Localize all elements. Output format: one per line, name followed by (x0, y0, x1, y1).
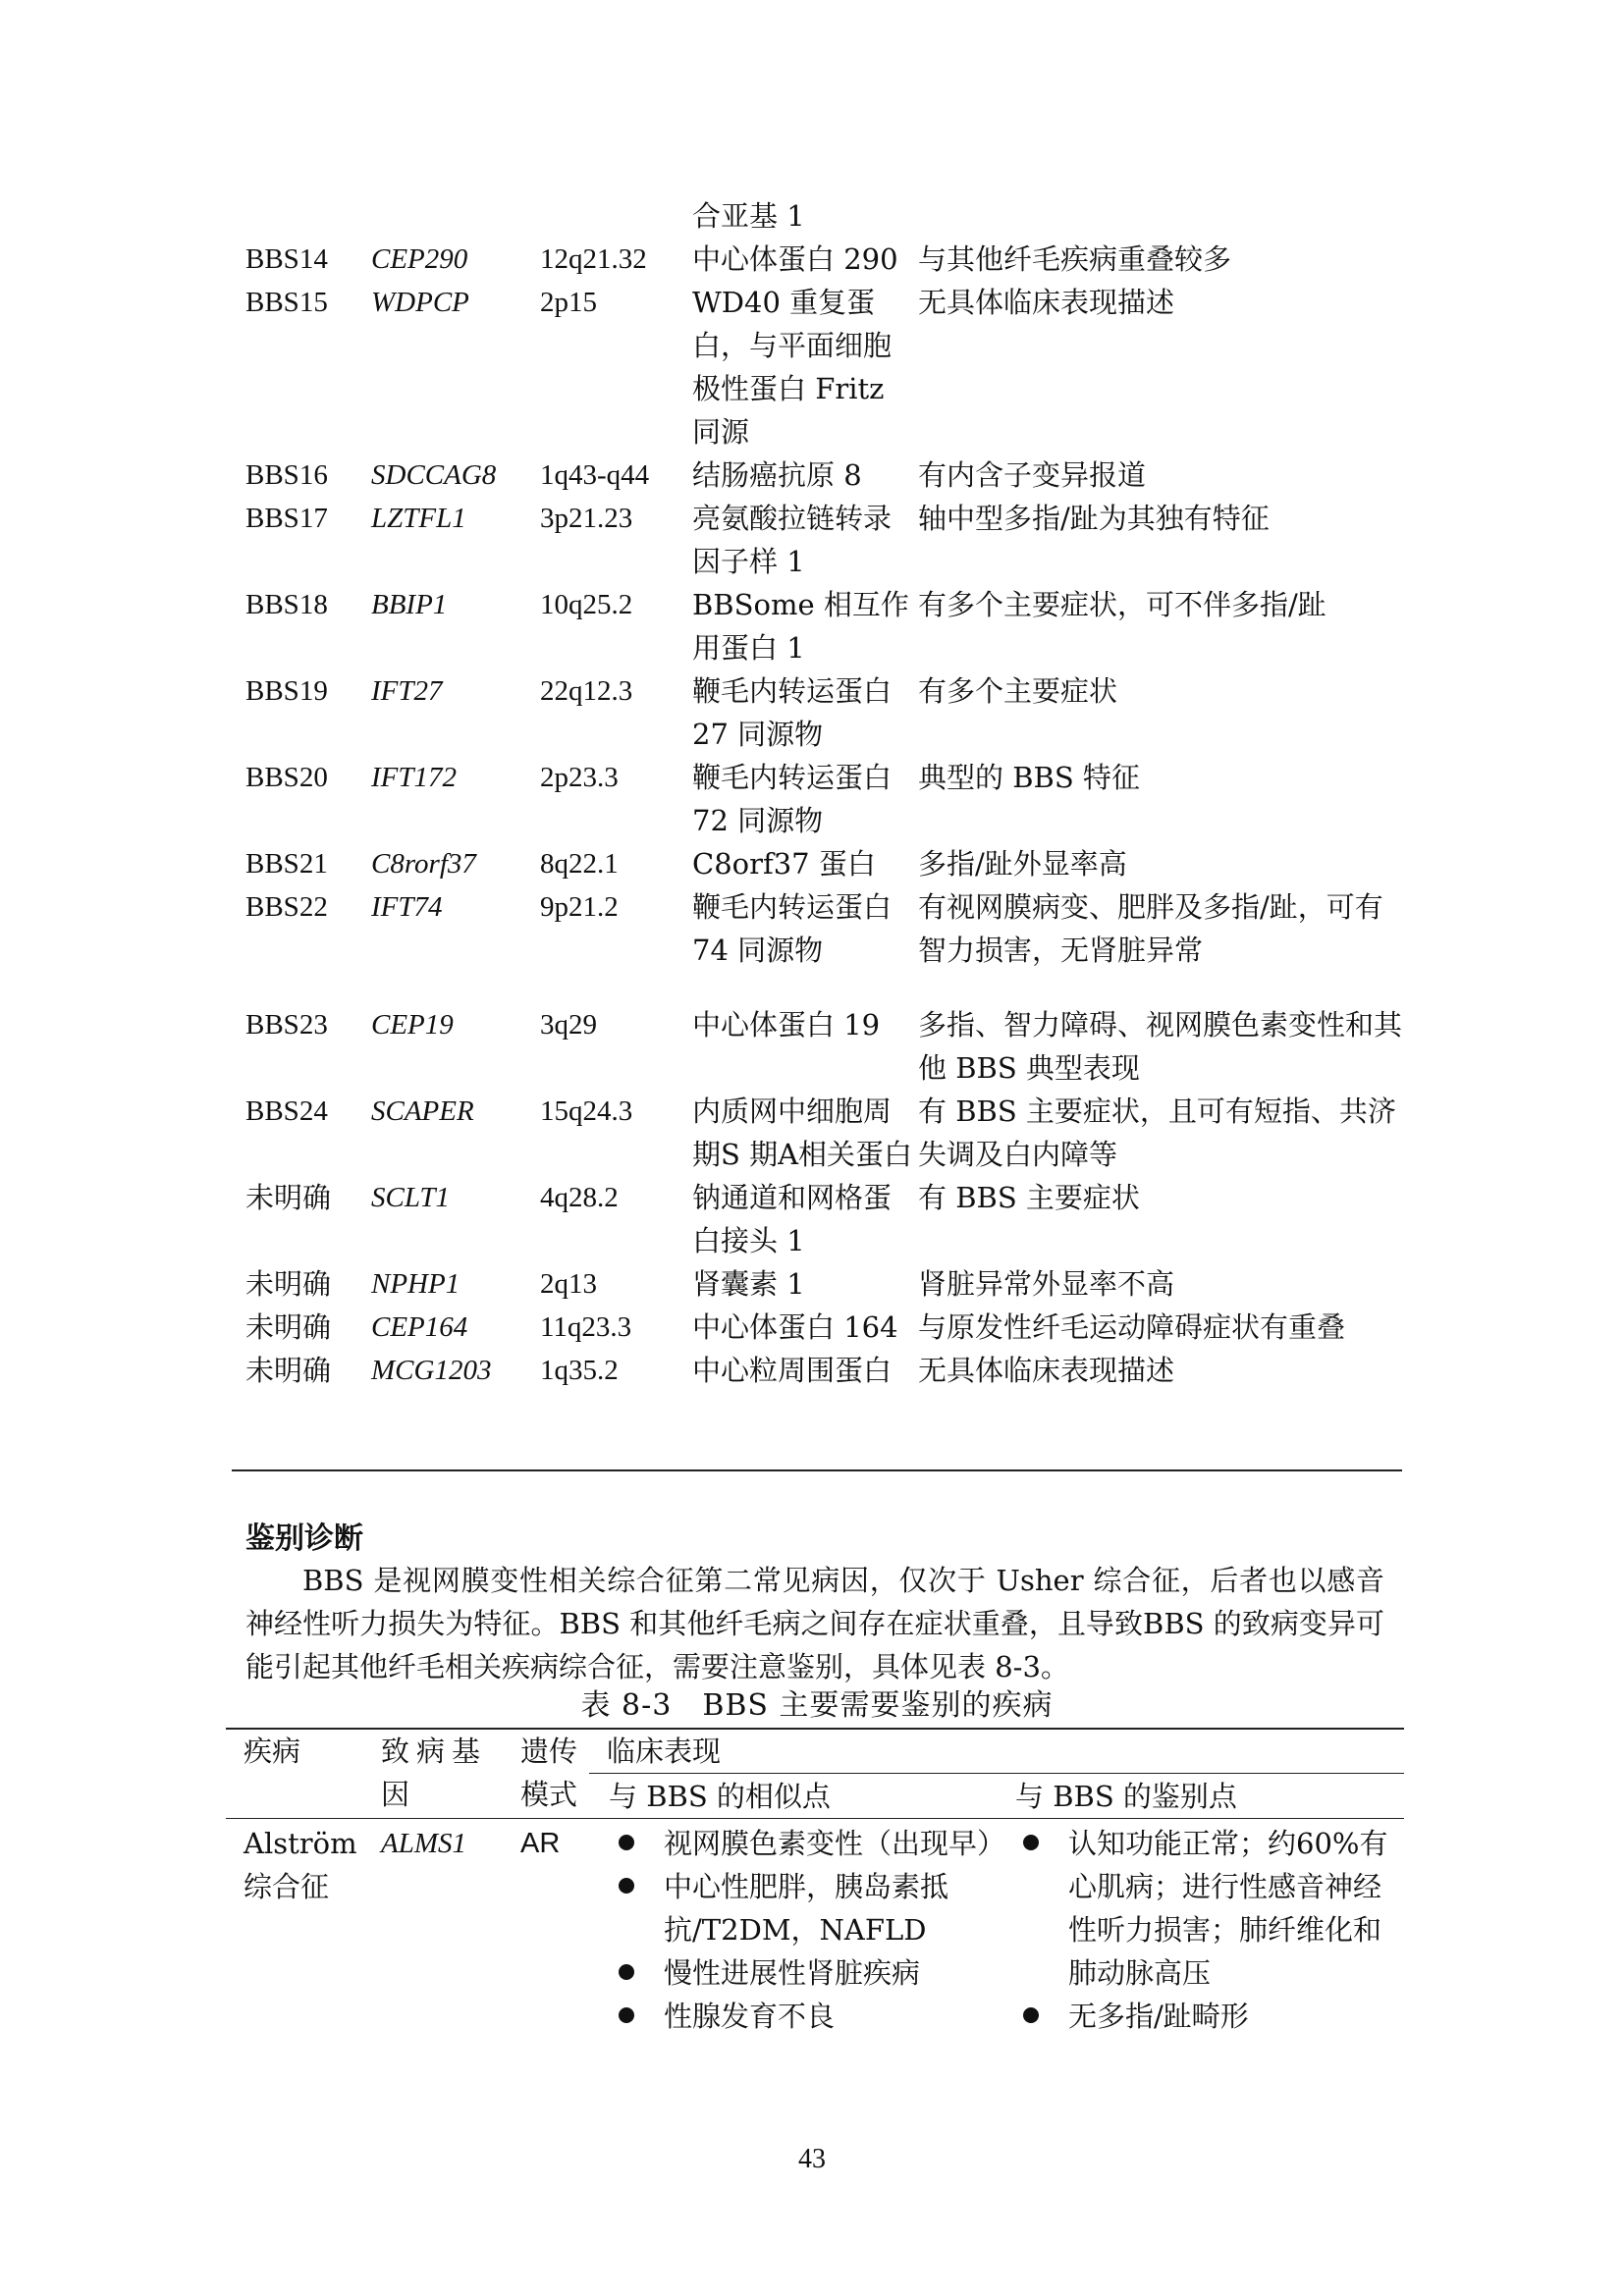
bullet-icon (619, 1835, 634, 1850)
row-features: 有 BBS 主要症状，且可有短指、共济失调及白内障等 (918, 1095, 1396, 1171)
difference-list (1009, 1822, 1402, 2038)
row-gene: ALMS1 (381, 1828, 466, 1859)
row-features: 多指/趾外显率高 (918, 847, 1127, 881)
body-paragraph: BBS 是视网膜变性相关综合征第二常见病因，仅次于 Usher 综合征，后者也以感音神经性听力损失为特征。BBS 和其他纤毛病之间存在症状重叠，且导致BBS 的致病变异可能引起其他纤毛相关疾病综合征，需要注意鉴别，具体见表 8-3。 (245, 1564, 1384, 1683)
header-disease: 疾病 (244, 1735, 301, 1768)
row-gene: IFT74 (371, 891, 443, 923)
bullet-icon (1023, 1835, 1039, 1850)
header-clinical: 临床表现 (607, 1735, 722, 1768)
row-protein: 钠通道和网格蛋白接头 1 (692, 1181, 893, 1257)
row-protein: 中心体蛋白 19 (692, 1008, 881, 1041)
table-row (245, 1349, 1404, 1392)
row-protein: 鞭毛内转运蛋白 74 同源物 (692, 890, 893, 967)
row-gene: CEP290 (371, 243, 468, 275)
table-row (245, 885, 1404, 972)
row-id: BBS22 (245, 891, 328, 923)
row-protein: BBSome 相互作用蛋白 1 (692, 588, 909, 665)
row-locus: 2p23.3 (540, 762, 619, 793)
row-inheritance: AR (520, 1828, 561, 1859)
bullet-icon (619, 1878, 634, 1894)
row-features: 与其他纤毛疾病重叠较多 (918, 242, 1232, 276)
list-item: 性腺发育不良 (605, 1995, 992, 2038)
row-features: 典型的 BBS 特征 (918, 761, 1140, 794)
table-row (245, 238, 1404, 281)
row-gene: SCAPER (371, 1095, 474, 1127)
row-id: 未明确 (245, 1181, 332, 1214)
row-locus: 9p21.2 (540, 891, 619, 923)
row-id: BBS23 (245, 1009, 328, 1041)
table-row (245, 454, 1404, 497)
row-gene (371, 194, 540, 238)
table-row (245, 583, 1404, 669)
table-row (245, 1090, 1404, 1176)
row-id: 未明确 (245, 1310, 332, 1344)
row-features: 与原发性纤毛运动障碍症状有重叠 (918, 1310, 1346, 1344)
row-gene: WDPCP (371, 287, 469, 318)
row-protein: C8orf37 蛋白 (692, 847, 876, 881)
row-features: 轴中型多指/趾为其独有特征 (918, 502, 1270, 535)
section-heading: 鉴别诊断 (245, 1522, 363, 1556)
table-subheader-rule (589, 1773, 1404, 1774)
row-gene: IFT172 (371, 762, 457, 793)
row-id: BBS19 (245, 675, 328, 707)
row-locus: 22q12.3 (540, 675, 633, 707)
row-features: 有多个主要症状 (918, 674, 1118, 708)
row-locus: 3q29 (540, 1009, 597, 1041)
row-id: BBS17 (245, 503, 328, 534)
table-row (245, 1306, 1404, 1349)
row-features: 无具体临床表现描述 (918, 1354, 1175, 1387)
table-row (245, 1262, 1404, 1306)
table-caption: 表 8-3 BBS 主要需要鉴别的疾病 (580, 1688, 1054, 1723)
header-inheritance: 遗传模式 (520, 1735, 578, 1811)
list-item: 无多指/趾畸形 (1009, 1995, 1402, 2038)
row-id: 未明确 (245, 1267, 332, 1301)
row-disease: Alström 综合征 (244, 1827, 357, 1903)
row-features: 无具体临床表现描述 (918, 286, 1175, 319)
row-gene: SDCCAG8 (371, 459, 497, 491)
row-id: BBS16 (245, 459, 328, 491)
row-locus: 3p21.23 (540, 503, 633, 534)
row-locus: 8q22.1 (540, 848, 619, 880)
table-row (245, 194, 1404, 238)
gene-table (245, 194, 1404, 1392)
row-protein: 中心粒周围蛋白 (692, 1354, 893, 1387)
row-gene: CEP19 (371, 1009, 454, 1041)
row-protein: 鞭毛内转运蛋白 72 同源物 (692, 761, 893, 837)
row-id: BBS21 (245, 848, 328, 880)
table-row (245, 669, 1404, 756)
row-protein: 结肠癌抗原 8 (692, 458, 862, 492)
row-protein: 中心体蛋白 164 (692, 1310, 898, 1344)
row-gene: MCG1203 (371, 1355, 492, 1386)
row-features: 多指、智力障碍、视网膜色素变性和其他 BBS 典型表现 (918, 1008, 1403, 1085)
row-locus: 1q43-q44 (540, 459, 650, 491)
row-protein: 合亚基 1 (692, 199, 805, 233)
row-features: 有多个主要症状，可不伴多指/趾 (918, 588, 1326, 621)
row-gene: NPHP1 (371, 1268, 460, 1300)
row-id: BBS14 (245, 243, 328, 275)
table-row (245, 842, 1404, 885)
row-gene: BBIP1 (371, 589, 448, 620)
row-id (245, 194, 371, 238)
row-locus: 2p15 (540, 287, 597, 318)
header-difference: 与 BBS 的鉴别点 (1015, 1780, 1237, 1813)
row-protein: 肾囊素 1 (692, 1267, 805, 1301)
table-bottom-rule (232, 1469, 1402, 1471)
row-locus: 15q24.3 (540, 1095, 633, 1127)
row-locus: 1q35.2 (540, 1355, 619, 1386)
row-id: BBS20 (245, 762, 328, 793)
row-locus: 12q21.32 (540, 243, 647, 275)
row-id: 未明确 (245, 1354, 332, 1387)
row-gene: LZTFL1 (371, 503, 466, 534)
bullet-icon (1023, 2007, 1039, 2023)
list-item: 认知功能正常；约60%有心肌病；进行性感音神经性听力损害；肺纤维化和肺动脉高压 (1009, 1822, 1402, 1995)
row-features: 肾脏异常外显率不高 (918, 1267, 1175, 1301)
bullet-icon (619, 1964, 634, 1980)
table-row (245, 281, 1404, 454)
row-locus: 10q25.2 (540, 589, 633, 620)
header-gene: 致病基因 (381, 1735, 488, 1811)
row-id: BBS24 (245, 1095, 328, 1127)
row-features: 有视网膜病变、肥胖及多指/趾，可有智力损害，无肾脏异常 (918, 890, 1383, 967)
row-locus: 2q13 (540, 1268, 597, 1300)
list-item: 慢性进展性肾脏疾病 (605, 1951, 992, 1995)
table-row (245, 497, 1404, 583)
row-features: 有 BBS 主要症状 (918, 1181, 1140, 1214)
row-gene: SCLT1 (371, 1182, 451, 1213)
row-id: BBS18 (245, 589, 328, 620)
header-similar: 与 BBS 的相似点 (609, 1780, 831, 1813)
page-number: 43 (798, 2144, 826, 2174)
row-protein: 内质网中细胞周期S 期A相关蛋白 (692, 1095, 913, 1171)
row-locus: 4q28.2 (540, 1182, 619, 1213)
row-gene: CEP164 (371, 1311, 468, 1343)
bullet-icon (619, 2007, 634, 2023)
row-protein: 中心体蛋白 290 (692, 242, 898, 276)
row-gene: C8rorf37 (371, 848, 476, 880)
table-row (245, 1176, 1404, 1262)
row-protein: 鞭毛内转运蛋白 27 同源物 (692, 674, 893, 751)
row-features: 有内含子变异报道 (918, 458, 1147, 492)
similar-list (605, 1822, 1006, 2038)
row-locus: 11q23.3 (540, 1311, 632, 1343)
list-item: 中心性肥胖，胰岛素抵抗/T2DM，NAFLD (605, 1865, 992, 1951)
row-id: BBS15 (245, 287, 328, 318)
row-protein: WD40 重复蛋白，与平面细胞极性蛋白 Fritz 同源 (692, 286, 893, 449)
row-features (918, 194, 1404, 238)
table-header-rule (226, 1818, 1404, 1819)
row-gene: IFT27 (371, 675, 443, 707)
row-locus (540, 194, 692, 238)
table-row (245, 1003, 1404, 1090)
row-protein: 亮氨酸拉链转录因子样 1 (692, 502, 893, 578)
table-row (245, 756, 1404, 842)
list-item: 视网膜色素变性（出现早） (605, 1822, 992, 1865)
